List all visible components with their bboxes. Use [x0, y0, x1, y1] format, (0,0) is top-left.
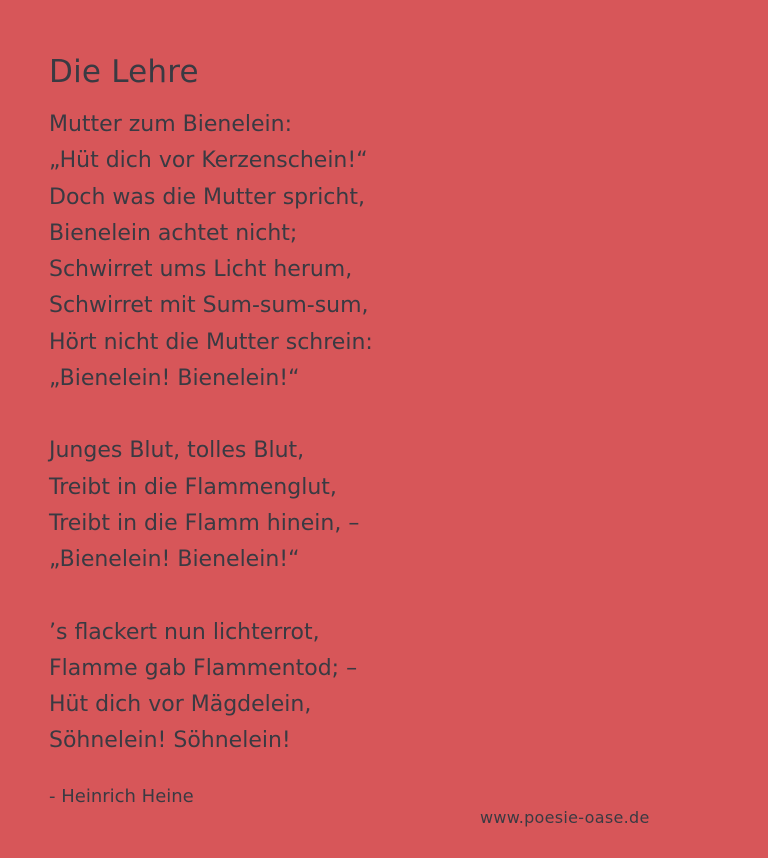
poem-line: Hüt dich vor Mägdelein,	[49, 692, 312, 718]
poem-line: ’s flackert nun lichterrot,	[49, 619, 320, 645]
poem-line: Schwirret mit Sum-sum-sum,	[49, 293, 369, 319]
poem-line: Söhnelein! Söhnelein!	[49, 728, 291, 754]
poem-title: Die Lehre	[49, 54, 199, 90]
poem-line: „Hüt dich vor Kerzenschein!“	[49, 148, 368, 174]
poem-line: Flamme gab Flammentod; –	[49, 655, 358, 681]
poem-line: „Bienelein! Bienelein!“	[49, 366, 300, 392]
poem-line: Schwirret ums Licht herum,	[49, 257, 353, 283]
website-watermark: www.poesie-oase.de	[480, 808, 650, 827]
poem-body	[49, 107, 649, 796]
stanza-1	[49, 107, 649, 397]
stanza-2	[49, 433, 649, 578]
poem-line: Treibt in die Flamm hinein, –	[49, 510, 360, 536]
poem-line: Hört nicht die Mutter schrein:	[49, 329, 373, 355]
poem-line: Treibt in die Flammenglut,	[49, 474, 337, 500]
stanza-3	[49, 615, 649, 760]
poem-line: „Bienelein! Bienelein!“	[49, 547, 300, 573]
poem-line: Doch was die Mutter spricht,	[49, 184, 365, 210]
poem-author: - Heinrich Heine	[49, 786, 194, 807]
poem-line: Junges Blut, tolles Blut,	[49, 438, 305, 464]
poem-line: Bienelein achtet nicht;	[49, 220, 298, 246]
poem-line: Mutter zum Bienelein:	[49, 112, 292, 137]
